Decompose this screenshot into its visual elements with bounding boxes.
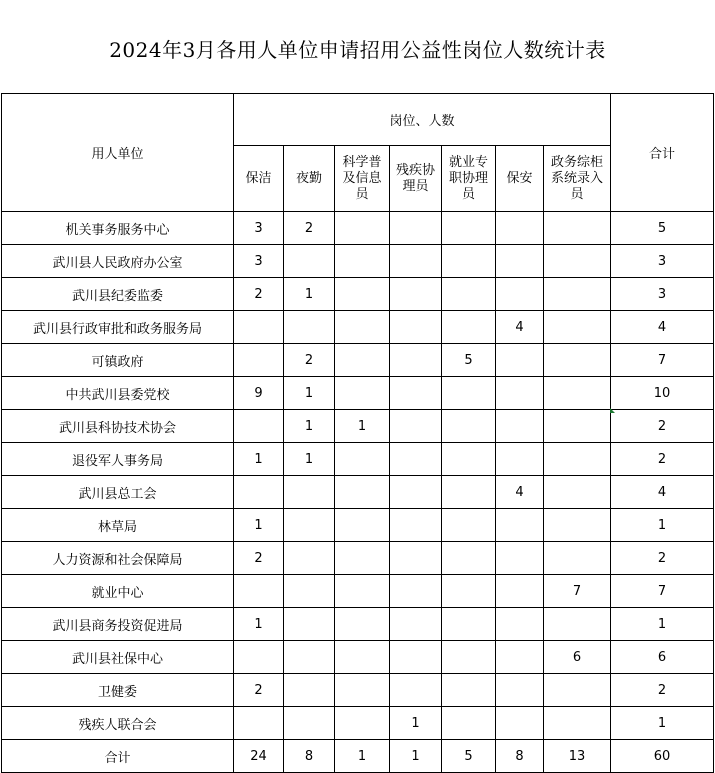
value-cell[interactable] (234, 641, 284, 674)
value-cell[interactable] (442, 443, 496, 476)
page-title: 2024年3月各用人单位申请招用公益性岗位人数统计表 (109, 38, 606, 62)
column-header (544, 146, 611, 212)
value-cell[interactable] (335, 509, 390, 542)
column-total-cell[interactable]: 8 (284, 740, 335, 773)
value-cell[interactable] (284, 245, 335, 278)
value-cell[interactable] (390, 542, 442, 575)
value-cell[interactable]: 2 (284, 344, 335, 377)
value-cell[interactable]: 1 (234, 443, 284, 476)
column-header (390, 146, 442, 212)
unit-name-cell[interactable]: 武川县纪委监委 (2, 278, 234, 311)
column-header-line: 员 (570, 186, 584, 202)
value-cell[interactable]: 6 (544, 641, 611, 674)
unit-name-cell[interactable]: 就业中心 (2, 575, 234, 608)
statistics-table (1, 93, 714, 773)
value-cell[interactable] (442, 542, 496, 575)
value-cell[interactable] (544, 476, 611, 509)
row-total-cell[interactable]: 6 (611, 641, 714, 674)
value-cell[interactable] (390, 245, 442, 278)
value-cell[interactable] (335, 476, 390, 509)
value-cell[interactable] (544, 509, 611, 542)
value-cell[interactable] (496, 377, 544, 410)
value-cell[interactable] (335, 443, 390, 476)
value-cell[interactable]: 7 (544, 575, 611, 608)
value-cell[interactable]: 1 (335, 410, 390, 443)
value-cell[interactable]: 4 (496, 476, 544, 509)
table-row (2, 245, 714, 278)
value-cell[interactable]: 1 (234, 509, 284, 542)
value-cell[interactable] (335, 707, 390, 740)
value-cell[interactable] (544, 311, 611, 344)
value-cell[interactable] (284, 542, 335, 575)
row-total-cell[interactable]: 7 (611, 344, 714, 377)
value-cell[interactable] (284, 674, 335, 707)
column-header-line: 员 (461, 186, 475, 202)
value-cell[interactable] (284, 707, 335, 740)
column-total-cell[interactable]: 24 (234, 740, 284, 773)
grand-total-cell[interactable]: 60 (611, 740, 714, 773)
value-cell[interactable] (442, 410, 496, 443)
value-cell[interactable] (544, 245, 611, 278)
value-cell[interactable] (496, 443, 544, 476)
value-cell[interactable]: 2 (234, 674, 284, 707)
row-total-cell[interactable]: 4 (611, 311, 714, 344)
value-cell[interactable] (442, 311, 496, 344)
value-cell[interactable] (390, 443, 442, 476)
value-cell[interactable] (234, 707, 284, 740)
value-cell[interactable] (234, 476, 284, 509)
value-cell[interactable] (335, 641, 390, 674)
value-cell[interactable]: 1 (390, 707, 442, 740)
value-cell[interactable] (496, 410, 544, 443)
unit-name-cell[interactable]: 武川县商务投资促进局 (2, 608, 234, 641)
value-cell[interactable] (284, 641, 335, 674)
column-header-line: 夜勤 (295, 170, 322, 186)
column-header-line: 员 (355, 186, 369, 202)
table-row (2, 641, 714, 674)
value-cell[interactable] (390, 674, 442, 707)
value-cell[interactable] (496, 278, 544, 311)
column-header-line: 及信息 (342, 170, 382, 186)
row-total-cell[interactable]: 1 (611, 707, 714, 740)
value-cell[interactable] (390, 641, 442, 674)
value-cell[interactable] (544, 542, 611, 575)
cell-comment-marker (610, 408, 615, 413)
row-total-cell[interactable]: 2 (611, 674, 714, 707)
value-cell[interactable] (496, 245, 544, 278)
value-cell[interactable] (390, 377, 442, 410)
row-total-cell[interactable]: 3 (611, 278, 714, 311)
value-cell[interactable] (496, 509, 544, 542)
value-cell[interactable] (442, 608, 496, 641)
value-cell[interactable]: 1 (284, 278, 335, 311)
value-cell[interactable] (496, 641, 544, 674)
value-cell[interactable] (442, 707, 496, 740)
value-cell[interactable] (335, 212, 390, 245)
unit-name-cell[interactable]: 机关事务服务中心 (2, 212, 234, 245)
value-cell[interactable]: 2 (284, 212, 335, 245)
table-row (2, 443, 714, 476)
unit-name-cell[interactable]: 武川县科协技术协会 (2, 410, 234, 443)
value-cell[interactable] (335, 377, 390, 410)
header-group: 岗位、人数 (234, 94, 611, 146)
table-row (2, 344, 714, 377)
value-cell[interactable] (442, 245, 496, 278)
unit-name-cell[interactable]: 武川县社保中心 (2, 641, 234, 674)
value-cell[interactable] (335, 542, 390, 575)
table-row (2, 476, 714, 509)
table-row (2, 410, 714, 443)
row-total-cell[interactable]: 10 (611, 377, 714, 410)
value-cell[interactable] (335, 278, 390, 311)
value-cell[interactable] (390, 410, 442, 443)
column-total-cell[interactable]: 13 (544, 740, 611, 773)
value-cell[interactable] (496, 542, 544, 575)
value-cell[interactable] (335, 245, 390, 278)
value-cell[interactable] (544, 344, 611, 377)
column-header-line: 保安 (506, 170, 533, 186)
unit-name-cell[interactable]: 人力资源和社会保障局 (2, 542, 234, 575)
value-cell[interactable] (335, 344, 390, 377)
column-total-cell[interactable]: 1 (335, 740, 390, 773)
value-cell[interactable]: 2 (234, 542, 284, 575)
table-row (2, 377, 714, 410)
table-row (2, 542, 714, 575)
title-area (0, 0, 715, 93)
column-total-cell[interactable]: 5 (442, 740, 496, 773)
value-cell[interactable] (390, 212, 442, 245)
value-cell[interactable] (442, 674, 496, 707)
row-total-cell[interactable]: 2 (611, 410, 714, 443)
value-cell[interactable] (544, 212, 611, 245)
value-cell[interactable]: 1 (284, 377, 335, 410)
unit-name-cell[interactable]: 退役军人事务局 (2, 443, 234, 476)
table-row (2, 707, 714, 740)
unit-name-cell[interactable]: 可镇政府 (2, 344, 234, 377)
value-cell[interactable]: 1 (284, 443, 335, 476)
value-cell[interactable] (335, 674, 390, 707)
value-cell[interactable]: 9 (234, 377, 284, 410)
value-cell[interactable] (284, 509, 335, 542)
row-total-cell[interactable]: 7 (611, 575, 714, 608)
value-cell[interactable] (284, 311, 335, 344)
unit-name-cell[interactable]: 卫健委 (2, 674, 234, 707)
column-header-line: 系统录入 (550, 170, 603, 186)
value-cell[interactable] (390, 311, 442, 344)
value-cell[interactable]: 3 (234, 245, 284, 278)
column-header-line: 就业专 (448, 154, 488, 170)
value-cell[interactable] (335, 575, 390, 608)
value-cell[interactable] (390, 608, 442, 641)
value-cell[interactable] (234, 575, 284, 608)
header-total: 合计 (611, 94, 714, 212)
value-cell[interactable] (234, 311, 284, 344)
column-header (284, 146, 335, 212)
value-cell[interactable] (284, 476, 335, 509)
value-cell[interactable] (544, 410, 611, 443)
value-cell[interactable] (442, 377, 496, 410)
value-cell[interactable] (496, 674, 544, 707)
column-header-line: 职协理 (448, 170, 488, 186)
column-header (335, 146, 390, 212)
table-row (2, 674, 714, 707)
unit-name-cell[interactable]: 林草局 (2, 509, 234, 542)
value-cell[interactable]: 1 (284, 410, 335, 443)
value-cell[interactable] (390, 509, 442, 542)
unit-name-cell[interactable]: 武川县总工会 (2, 476, 234, 509)
value-cell[interactable]: 4 (496, 311, 544, 344)
value-cell[interactable] (390, 278, 442, 311)
row-total-cell[interactable]: 2 (611, 542, 714, 575)
value-cell[interactable] (284, 575, 335, 608)
column-total-cell[interactable]: 8 (496, 740, 544, 773)
value-cell[interactable]: 5 (442, 344, 496, 377)
unit-name-cell[interactable]: 残疾人联合会 (2, 707, 234, 740)
row-total-cell[interactable]: 3 (611, 245, 714, 278)
total-row (2, 740, 714, 773)
column-header-line: 理员 (402, 178, 429, 194)
table-row (2, 575, 714, 608)
value-cell[interactable]: 3 (234, 212, 284, 245)
table-row (2, 212, 714, 245)
table-row (2, 509, 714, 542)
column-header (496, 146, 544, 212)
unit-name-cell[interactable]: 武川县行政审批和政务服务局 (2, 311, 234, 344)
table-row (2, 608, 714, 641)
row-total-cell[interactable]: 1 (611, 509, 714, 542)
unit-name-cell[interactable]: 武川县人民政府办公室 (2, 245, 234, 278)
value-cell[interactable] (442, 641, 496, 674)
column-header-line: 残疾协 (395, 162, 435, 178)
value-cell[interactable] (335, 608, 390, 641)
value-cell[interactable] (544, 707, 611, 740)
value-cell[interactable] (496, 344, 544, 377)
value-cell[interactable] (284, 608, 335, 641)
column-header (234, 146, 284, 212)
value-cell[interactable] (496, 608, 544, 641)
unit-name-cell[interactable]: 中共武川县委党校 (2, 377, 234, 410)
column-total-cell[interactable]: 1 (390, 740, 442, 773)
column-header-line: 科学普 (342, 154, 382, 170)
value-cell[interactable] (442, 212, 496, 245)
column-header-line: 政务综柜 (550, 154, 603, 170)
value-cell[interactable] (335, 311, 390, 344)
value-cell[interactable] (442, 476, 496, 509)
value-cell[interactable] (544, 278, 611, 311)
value-cell[interactable] (234, 410, 284, 443)
value-cell[interactable] (496, 212, 544, 245)
value-cell[interactable] (390, 575, 442, 608)
column-header-line: 保洁 (245, 170, 272, 186)
value-cell[interactable] (544, 608, 611, 641)
header-unit: 用人单位 (2, 94, 234, 212)
table-row (2, 311, 714, 344)
row-total-cell[interactable]: 4 (611, 476, 714, 509)
value-cell[interactable] (234, 344, 284, 377)
value-cell[interactable]: 2 (234, 278, 284, 311)
row-total-cell[interactable]: 2 (611, 443, 714, 476)
table-row (2, 278, 714, 311)
value-cell[interactable] (544, 377, 611, 410)
value-cell[interactable] (496, 707, 544, 740)
value-cell[interactable] (442, 575, 496, 608)
value-cell[interactable] (390, 344, 442, 377)
value-cell[interactable] (442, 278, 496, 311)
value-cell[interactable] (442, 509, 496, 542)
row-total-cell[interactable]: 1 (611, 608, 714, 641)
column-header (442, 146, 496, 212)
value-cell[interactable] (496, 575, 544, 608)
value-cell[interactable]: 1 (234, 608, 284, 641)
value-cell[interactable] (544, 443, 611, 476)
total-row-label[interactable]: 合计 (2, 740, 234, 773)
value-cell[interactable] (390, 476, 442, 509)
row-total-cell[interactable]: 5 (611, 212, 714, 245)
value-cell[interactable] (544, 674, 611, 707)
